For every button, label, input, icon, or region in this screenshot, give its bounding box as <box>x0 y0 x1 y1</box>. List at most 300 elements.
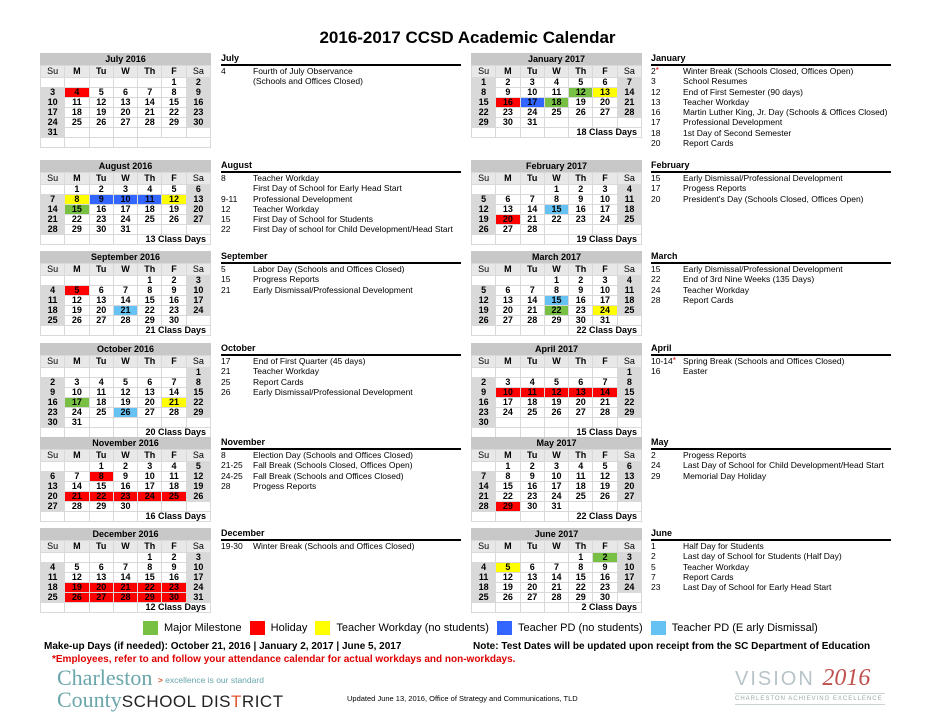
day-cell: 6 <box>41 472 64 481</box>
logo-sd-pre: SCHOOL DIS <box>121 691 232 711</box>
day-cell: 5 <box>90 88 113 97</box>
empty-cell <box>521 128 544 137</box>
day-cell: 21 <box>545 583 568 592</box>
empty-cell <box>65 276 88 285</box>
event-description: End of First Semester (90 days) <box>683 86 803 97</box>
day-cell: 23 <box>521 492 544 501</box>
event-item <box>651 76 891 86</box>
event-date <box>221 66 253 76</box>
empty-cell <box>521 276 544 285</box>
ccsd-logo <box>57 665 284 713</box>
event-description: Fall Break (Schools Closed, Offices Open) <box>253 460 413 471</box>
event-item <box>651 128 891 138</box>
empty-cell <box>90 276 113 285</box>
day-cell: 11 <box>545 88 568 97</box>
day-cell: 14 <box>162 388 185 397</box>
event-date-text: 26 <box>221 386 231 397</box>
event-date-text: 16 <box>651 366 661 377</box>
makeup-days: Make-up Days (if needed): October 21, 2016 | January 2, 2017 | June 5, 2017 <box>44 641 402 652</box>
day-cell: 22 <box>162 108 185 117</box>
weekday-header: M <box>496 66 519 77</box>
day-cell: 20 <box>187 205 210 214</box>
event-item <box>221 481 461 491</box>
event-description: Report Cards <box>683 138 734 149</box>
empty-cell <box>65 128 88 137</box>
events-month-heading: August <box>221 160 461 173</box>
weekday-header: Tu <box>90 450 113 461</box>
day-cell: 25 <box>569 492 592 501</box>
empty-cell <box>90 512 113 521</box>
day-cell: 11 <box>569 472 592 481</box>
event-item <box>651 572 891 582</box>
empty-cell <box>472 128 495 137</box>
empty-cell <box>41 78 64 87</box>
day-cell: 20 <box>138 398 161 407</box>
empty-cell <box>472 603 495 612</box>
day-cell: 16 <box>593 573 616 582</box>
empty-cell <box>545 418 568 427</box>
day-cell: 7 <box>162 378 185 387</box>
event-date-text: 21 <box>221 366 231 377</box>
day-cell: 28 <box>65 502 88 511</box>
weekday-header: F <box>593 264 616 275</box>
day-cell: 14 <box>65 482 88 491</box>
event-date-text: 24-25 <box>221 470 243 481</box>
legend-swatch <box>250 621 265 635</box>
day-cell: 30 <box>472 418 495 427</box>
events-month-heading: June <box>651 528 891 541</box>
empty-cell <box>138 78 161 87</box>
weekday-header: M <box>496 264 519 275</box>
empty-cell <box>41 462 64 471</box>
day-cell: 3 <box>138 462 161 471</box>
day-cell: 6 <box>593 78 616 87</box>
weekday-header: Th <box>138 66 161 77</box>
day-cell: 29 <box>138 593 161 602</box>
empty-cell <box>41 512 64 521</box>
event-date <box>221 214 253 224</box>
day-cell: 23 <box>162 306 185 315</box>
event-date-text: 23 <box>651 582 661 593</box>
day-cell: 10 <box>187 563 210 572</box>
event-item <box>651 66 891 76</box>
month-events <box>651 251 891 305</box>
event-item <box>651 87 891 97</box>
day-cell: 15 <box>569 573 592 582</box>
empty-cell <box>472 512 495 521</box>
empty-cell <box>187 316 210 325</box>
day-cell: 26 <box>472 225 495 234</box>
day-cell: 4 <box>41 563 64 572</box>
events-month-heading: July <box>221 53 461 66</box>
day-cell: 17 <box>187 296 210 305</box>
day-cell: 25 <box>618 306 641 315</box>
event-description: Early Dismissal/Professional Development <box>253 386 413 397</box>
day-cell: 7 <box>138 88 161 97</box>
day-cell: 27 <box>138 408 161 417</box>
day-cell: 12 <box>472 296 495 305</box>
empty-cell <box>90 128 113 137</box>
events-month-heading: September <box>221 251 461 264</box>
weekday-header: Sa <box>187 450 210 461</box>
day-cell: 9 <box>187 88 210 97</box>
event-date-text: 22 <box>221 224 231 235</box>
weekday-header: F <box>162 66 185 77</box>
event-date <box>651 471 683 481</box>
empty-cell <box>114 235 137 244</box>
day-cell: 29 <box>90 502 113 511</box>
day-cell: 20 <box>90 306 113 315</box>
day-cell: 23 <box>114 492 137 501</box>
day-cell: 14 <box>138 98 161 107</box>
day-cell: 21 <box>521 215 544 224</box>
weekday-header: Su <box>472 450 495 461</box>
event-description: Early Dismissal/Professional Development <box>683 264 843 274</box>
month-calendar <box>471 53 642 138</box>
day-cell: 23 <box>472 408 495 417</box>
weekday-header: W <box>545 541 568 552</box>
weekday-header: Th <box>569 264 592 275</box>
class-days-count: 18 Class Days <box>569 128 641 137</box>
class-days-count: 12 Class Days <box>138 603 210 612</box>
event-date-text: 20 <box>651 193 661 204</box>
event-date <box>221 204 253 214</box>
month-title: March 2017 <box>471 251 642 263</box>
day-cell: 30 <box>41 418 64 427</box>
day-cell: 11 <box>65 98 88 107</box>
empty-cell <box>138 502 161 511</box>
vision-subtitle: CHARLESTON ACHIEVING EXCELLENCE <box>735 693 885 705</box>
class-days-count: 20 Class Days <box>138 428 210 437</box>
weekday-header: Th <box>138 356 161 367</box>
day-cell: 27 <box>90 593 113 602</box>
empty-cell <box>521 185 544 194</box>
day-cell: 25 <box>65 118 88 127</box>
day-cell: 23 <box>90 215 113 224</box>
day-cell: 31 <box>41 128 64 137</box>
day-cell: 16 <box>41 398 64 407</box>
weekday-header: F <box>162 173 185 184</box>
empty-cell <box>187 502 210 511</box>
empty-cell <box>41 276 64 285</box>
empty-cell <box>569 368 592 377</box>
day-cell: 18 <box>90 398 113 407</box>
weekday-header: Tu <box>90 541 113 552</box>
event-date-text: 2 <box>651 450 656 460</box>
weekday-header: Sa <box>618 264 641 275</box>
event-item <box>651 183 891 193</box>
event-description: President's Day (Schools Closed, Offices Open) <box>683 193 864 204</box>
event-item <box>221 204 461 214</box>
month-events <box>651 160 891 204</box>
weekday-header: W <box>545 356 568 367</box>
day-cell: 28 <box>114 316 137 325</box>
day-cell: 21 <box>138 108 161 117</box>
day-cell: 3 <box>593 276 616 285</box>
day-cell: 16 <box>187 98 210 107</box>
events-month-heading: May <box>651 437 891 450</box>
empty-cell <box>593 418 616 427</box>
day-cell: 10 <box>593 195 616 204</box>
day-cell: 22 <box>569 583 592 592</box>
empty-cell <box>65 603 88 612</box>
event-date <box>651 356 683 366</box>
day-cell: 3 <box>187 276 210 285</box>
class-days-count: 2 Class Days <box>569 603 641 612</box>
day-cell: 22 <box>496 492 519 501</box>
day-cell: 20 <box>114 108 137 117</box>
event-item <box>221 66 461 76</box>
month-title: October 2016 <box>40 343 211 355</box>
day-cell: 7 <box>472 472 495 481</box>
day-cell: 26 <box>90 118 113 127</box>
event-date <box>651 551 683 561</box>
event-item <box>221 264 461 274</box>
month-calendar <box>40 251 211 336</box>
day-cell: 30 <box>90 225 113 234</box>
event-date <box>651 274 683 284</box>
day-cell: 8 <box>618 378 641 387</box>
empty-cell <box>521 418 544 427</box>
day-cell: 12 <box>162 195 185 204</box>
event-item <box>651 97 891 107</box>
day-cell: 5 <box>472 195 495 204</box>
day-cell: 13 <box>41 482 64 491</box>
day-cell: 5 <box>187 462 210 471</box>
event-item <box>651 285 891 295</box>
event-item <box>221 285 461 295</box>
weekday-header: M <box>65 66 88 77</box>
month-calendar <box>40 343 211 438</box>
day-cell: 3 <box>521 78 544 87</box>
day-cell: 18 <box>521 398 544 407</box>
month-title: July 2016 <box>40 53 211 65</box>
day-cell: 3 <box>593 185 616 194</box>
empty-cell <box>114 138 137 147</box>
day-cell: 12 <box>65 296 88 305</box>
event-date-text: 1 <box>651 541 656 551</box>
day-cell: 2 <box>162 276 185 285</box>
event-date-text: 24 <box>651 460 661 471</box>
day-cell: 7 <box>545 563 568 572</box>
day-cell: 9 <box>593 563 616 572</box>
month-title: January 2017 <box>471 53 642 65</box>
day-cell: 22 <box>618 398 641 407</box>
event-date-text: 3 <box>651 76 656 87</box>
event-date-text: 21 <box>221 284 231 295</box>
event-date-text: 8 <box>221 173 226 183</box>
legend-swatch <box>497 621 512 635</box>
empty-cell <box>545 428 568 437</box>
day-cell: 9 <box>41 388 64 397</box>
event-date-text: 21-25 <box>221 460 243 471</box>
weekday-header: Sa <box>618 541 641 552</box>
event-item <box>221 366 461 376</box>
employee-notice: *Employees, refer to and follow your attendance calendar for actual workdays and non-workdays. <box>52 654 516 665</box>
day-cell: 28 <box>162 408 185 417</box>
day-cell: 26 <box>114 408 137 417</box>
empty-cell <box>545 512 568 521</box>
day-cell: 21 <box>618 98 641 107</box>
empty-cell <box>187 128 210 137</box>
event-item <box>651 117 891 127</box>
day-cell: 15 <box>138 573 161 582</box>
day-cell: 15 <box>618 388 641 397</box>
day-cell: 30 <box>162 316 185 325</box>
event-date <box>651 562 683 572</box>
day-cell: 11 <box>41 573 64 582</box>
class-days-count <box>138 138 210 147</box>
empty-cell <box>521 512 544 521</box>
day-cell: 23 <box>593 583 616 592</box>
event-description: Half Day for Students <box>683 541 764 551</box>
event-date <box>651 295 683 305</box>
empty-cell <box>521 235 544 244</box>
day-cell: 3 <box>545 462 568 471</box>
event-date <box>651 582 683 592</box>
empty-cell <box>496 276 519 285</box>
day-cell: 3 <box>618 553 641 562</box>
day-cell: 10 <box>593 286 616 295</box>
event-date <box>221 183 253 193</box>
month-events <box>221 437 461 491</box>
day-cell: 20 <box>593 98 616 107</box>
day-cell: 11 <box>618 195 641 204</box>
event-date <box>221 285 253 295</box>
day-cell: 24 <box>545 492 568 501</box>
day-cell: 4 <box>569 462 592 471</box>
event-date <box>221 194 253 204</box>
event-date <box>221 541 253 551</box>
day-cell: 19 <box>472 215 495 224</box>
day-cell: 10 <box>41 98 64 107</box>
day-cell: 13 <box>496 205 519 214</box>
class-days-count: 21 Class Days <box>138 326 210 335</box>
day-cell: 24 <box>65 408 88 417</box>
day-cell: 7 <box>521 286 544 295</box>
day-cell: 12 <box>593 472 616 481</box>
day-cell: 27 <box>521 593 544 602</box>
empty-cell <box>90 78 113 87</box>
day-cell: 8 <box>569 563 592 572</box>
day-cell: 18 <box>545 98 568 107</box>
weekday-header: F <box>593 450 616 461</box>
day-cell: 21 <box>114 583 137 592</box>
day-cell: 14 <box>41 205 64 214</box>
day-cell: 1 <box>496 462 519 471</box>
day-cell: 4 <box>545 78 568 87</box>
day-cell: 16 <box>162 296 185 305</box>
day-cell: 14 <box>593 388 616 397</box>
weekday-header: M <box>65 356 88 367</box>
day-cell: 24 <box>187 306 210 315</box>
day-cell: 27 <box>41 502 64 511</box>
weekday-header: Tu <box>521 450 544 461</box>
event-date <box>221 387 253 397</box>
events-month-heading: January <box>651 53 891 66</box>
day-cell: 17 <box>618 573 641 582</box>
empty-cell <box>496 368 519 377</box>
day-cell: 5 <box>65 286 88 295</box>
empty-cell <box>187 225 210 234</box>
event-date <box>651 128 683 138</box>
weekday-header: M <box>65 173 88 184</box>
day-cell: 30 <box>569 316 592 325</box>
day-cell: 31 <box>114 225 137 234</box>
event-description: Teacher Workday <box>683 561 749 572</box>
day-cell: 16 <box>496 98 519 107</box>
event-description: Winter Break (Schools Closed, Offices Open) <box>683 66 854 76</box>
legend-item <box>250 621 308 635</box>
events-month-heading: October <box>221 343 461 356</box>
empty-cell <box>90 138 113 147</box>
month-title: February 2017 <box>471 160 642 172</box>
empty-cell <box>90 428 113 437</box>
empty-cell <box>496 418 519 427</box>
weekday-header: Su <box>472 173 495 184</box>
event-date <box>651 460 683 470</box>
logo-tagline: excellence is our standard <box>165 674 264 685</box>
empty-cell <box>65 368 88 377</box>
day-cell: 24 <box>41 118 64 127</box>
empty-cell <box>496 428 519 437</box>
day-cell: 8 <box>545 195 568 204</box>
weekday-header: Tu <box>521 541 544 552</box>
empty-cell <box>138 368 161 377</box>
weekday-header: W <box>545 173 568 184</box>
day-cell: 10 <box>521 88 544 97</box>
month-calendar <box>40 437 211 522</box>
weekday-header: M <box>65 264 88 275</box>
event-item <box>221 183 461 193</box>
month-events <box>221 160 461 235</box>
day-cell: 18 <box>41 583 64 592</box>
event-date <box>651 107 683 117</box>
weekday-header: Th <box>138 541 161 552</box>
day-cell: 14 <box>521 205 544 214</box>
day-cell: 7 <box>65 472 88 481</box>
day-cell: 6 <box>496 195 519 204</box>
day-cell: 5 <box>569 78 592 87</box>
day-cell: 8 <box>496 472 519 481</box>
event-description: Early Dismissal/Professional Development <box>683 173 843 183</box>
event-date <box>221 76 253 86</box>
event-item <box>651 264 891 274</box>
day-cell: 21 <box>472 492 495 501</box>
event-description: Teacher Workday <box>683 96 749 107</box>
day-cell: 13 <box>138 388 161 397</box>
day-cell: 25 <box>618 215 641 224</box>
day-cell: 19 <box>65 306 88 315</box>
day-cell: 23 <box>41 408 64 417</box>
event-item <box>221 76 461 86</box>
event-date <box>221 460 253 470</box>
day-cell: 15 <box>545 296 568 305</box>
weekday-header: Tu <box>521 173 544 184</box>
event-description: Progess Reports <box>683 183 747 194</box>
day-cell: 2 <box>569 185 592 194</box>
month-title: April 2017 <box>471 343 642 355</box>
legend <box>143 621 826 635</box>
weekday-header: Tu <box>90 356 113 367</box>
day-cell: 19 <box>545 398 568 407</box>
day-cell: 17 <box>41 108 64 117</box>
day-cell: 24 <box>521 108 544 117</box>
event-description: Easter <box>683 366 708 377</box>
day-cell: 30 <box>593 593 616 602</box>
empty-cell <box>41 185 64 194</box>
class-days-count: 13 Class Days <box>138 235 210 244</box>
